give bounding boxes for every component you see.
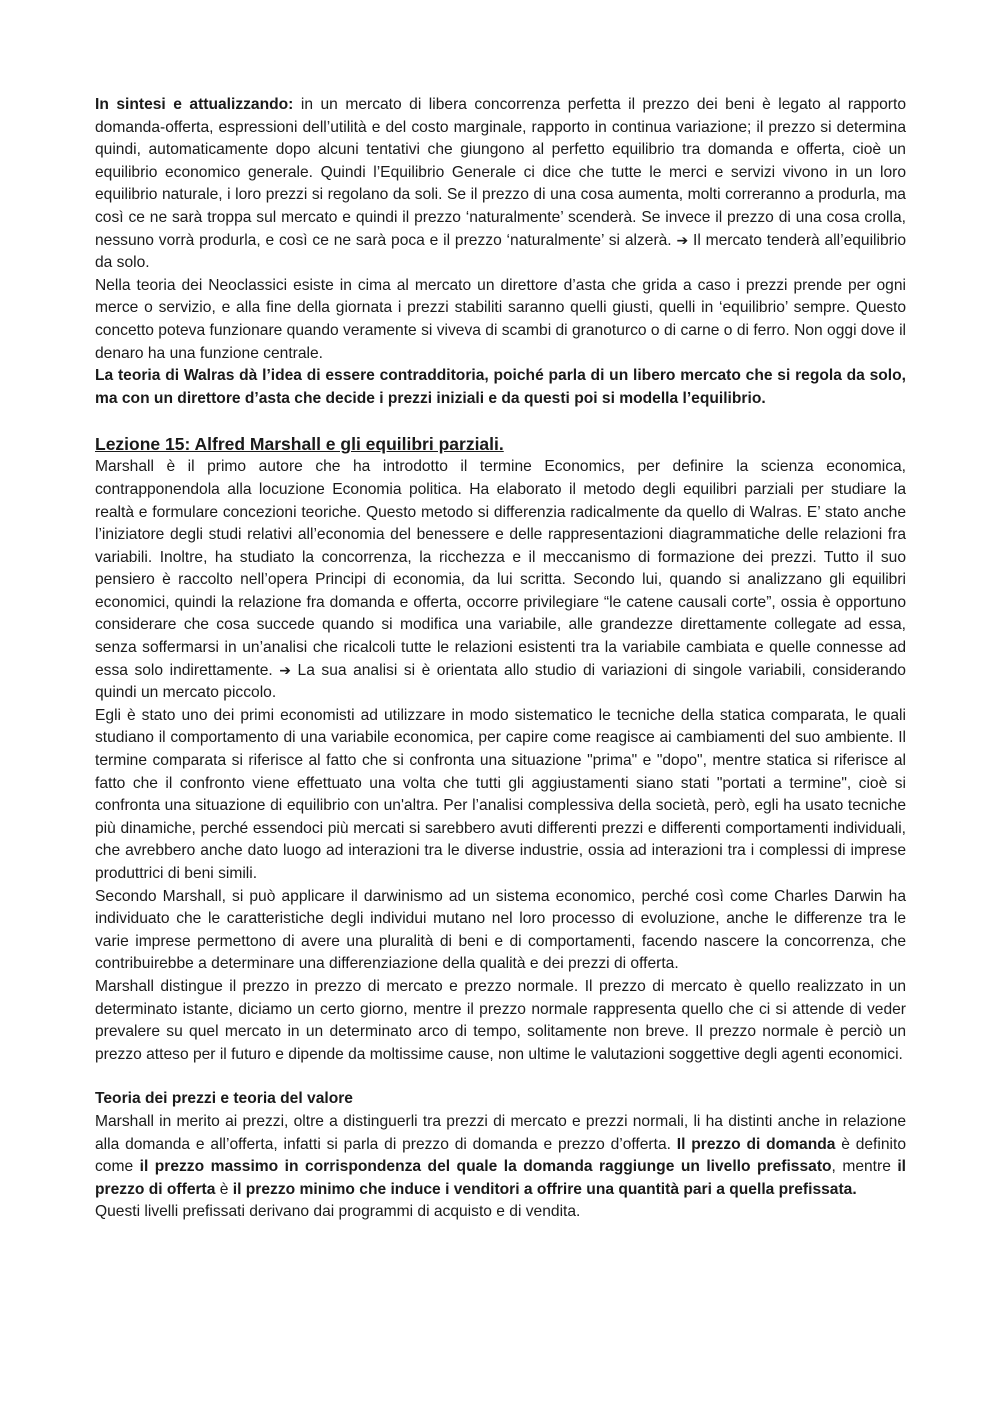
summary-text: in un mercato di libera concorrenza perfetta il prezzo dei beni è legato al rapporto domanda-offerta, espressioni dell’utilità e del costo marginale, rapporto in continua variazione; il prezzo si determina quindi, automaticamente dopo alcuni tentativi che giungono al perfetto equilibrio tra domanda e offerta, cioè un equilibrio economico generale. Quindi l’Equilibrio Generale ci dice che tutte le merci e servizi vivono in un loro equilibrio naturale, i loro prezzi si regolano da soli. Se il prezzo di una cosa aumenta, molti correranno a produrla, ma così ce ne sarà troppa sul mercato e quindi il prezzo ‘naturalmente’ scenderà. Se invece il prezzo di una cosa crolla, nessuno vorrà produrla, e così ce ne sarà poca e il prezzo ‘naturalmente’ si alzerà.: [95, 96, 906, 249]
marshall-intro-text: Marshall è il primo autore che ha introdotto il termine Economics, per definire la scienza economica, contrapponendola alla locuzione Economia politica. Ha elaborato il metodo degli equilibri parziali per studiare la realtà e formulare concezioni teoriche. Questo metodo si differenzia radicalmente da quello di Walras. E’ stato anche l’iniziatore degli studi relativi all’economia del benessere e delle rappresentazioni diagrammatiche delle relazioni fra variabili. Inoltre, ha studiato la concorrenza, la ricchezza e il meccanismo di formazione dei prezzi. Tutto il suo pensiero è raccolto nell’opera Principi di economia, da lui scritta. Secondo lui, quando si analizzano gli equilibri economici, quindi la relazione fra domanda e offerta, occorre privilegiare “le catene causali corte”, ossia è opportuno considerare che cosa succede quando si modifica una variabile, alle grandezze direttamente collegate ad essa, senza soffermarsi in un’analisi che ricalcoli tutte le relazioni esistenti tra la variabile cambiata e quelle connesse ad essa solo indirettamente.: [95, 458, 906, 679]
text-run: è definito come: [95, 1135, 906, 1176]
paragraph-neoclassici: Nella teoria dei Neoclassici esiste in cima al mercato un direttore d’asta che grida a caso i prezzi prende per ogni merce o servizio, e alla fine della giornata i prezzi stabiliti saranno quelli giusti, quelli in ‘equilibrio’ sempre. Questo concetto poteva funzionare quando veramente si viveva di scambi di granoturco o di carne o di ferro. Non oggi dove il denaro ha una funzione centrale.: [95, 276, 906, 362]
text-run: Marshall in merito ai prezzi, oltre a distinguerli tra prezzi di mercato e prezzi normali, li ha distinti anche in relazione alla domanda e all’offerta, infatti si parla di prezzo di domanda e prezzo d’offerta.: [95, 1112, 906, 1153]
text-run: è: [215, 1180, 233, 1198]
section-title: Teoria dei prezzi e teoria del valore: [95, 1090, 353, 1108]
arrow-icon: ➔: [676, 232, 689, 249]
paragraph-livelli-prefissati: Questi livelli prefissati derivano dai programmi di acquisto e di vendita.: [95, 1203, 581, 1221]
paragraph-prezzi-domanda-offerta: [95, 1111, 906, 1201]
marshall-intro-conclusion: La sua analisi si è orientata allo studio di variazioni di singole variabili, considerando quindi un mercato piccolo.: [95, 661, 906, 702]
spacer: [95, 1066, 906, 1088]
paragraph-prezzo-normale: Marshall distingue il prezzo in prezzo di mercato e prezzo normale. Il prezzo di mercato è quello realizzato in un determinato istante, diciamo un certo giorno, mentre il prezzo normale rappresenta quello che ci si attende di veder prevalere su quel mercato in un determinato arco di tempo, solitamente non breve. Il prezzo normale è perciò un prezzo atteso per il futuro e dipende da moltissime cause, non ultime le valutazioni soggettive degli agenti economici.: [95, 977, 906, 1063]
lesson-title: Lezione 15: Alfred Marshall e gli equilibri parziali.: [95, 434, 504, 455]
paragraph-marshall-intro: [95, 456, 906, 705]
bold-run: il prezzo massimo in corrispondenza del quale la domanda raggiunge un livello prefissato: [139, 1158, 832, 1176]
walras-statement: La teoria di Walras dà l’idea di essere contradditoria, poiché parla di un libero mercato che si regola da solo, ma con un direttore d’asta che decide i prezzi iniziali e da questi poi si modella l’equilibrio.: [95, 367, 906, 407]
spacer: [95, 410, 906, 432]
summary-lead: In sintesi e attualizzando:: [95, 96, 294, 113]
arrow-icon: ➔: [279, 662, 292, 679]
bold-run: il prezzo minimo che induce i venditori a offrire una quantità pari a quella prefissata.: [232, 1180, 857, 1198]
document-page: [95, 94, 906, 1224]
summary-conclusion: Il mercato tenderà all’equilibrio da solo.: [95, 231, 906, 272]
bold-run: il prezzo di offerta: [95, 1158, 907, 1198]
paragraph-darwinismo: Secondo Marshall, si può applicare il darwinismo ad un sistema economico, perché così come Charles Darwin ha individuato che le caratteristiche degli individui mutano nel loro processo di evoluzione, anche le differenze tra le varie imprese permettono di avere una pluralità di beni e di comportamenti, facendo nascere la concorrenza, che contribuirebbe a determinare una differenziazione della qualità e dei prezzi di offerta.: [95, 887, 906, 973]
paragraph-walras-bold: [95, 365, 906, 410]
bold-run: Il prezzo di domanda: [676, 1135, 836, 1153]
text-run: , mentre: [831, 1158, 898, 1176]
paragraph-summary: [95, 94, 906, 275]
paragraph-statica-comparata: Egli è stato uno dei primi economisti ad utilizzare in modo sistematico le tecniche della statica comparata, le quali studiano il comportamento di una variabile economica, per capire come reagisce ai cambiamenti del suo ambiente. Il termine comparata si riferisce al fatto che si confronta una situazione "prima" e "dopo", mentre statica si riferisce al fatto che il confronto viene effettuato una volta che tutti gli aggiustamenti siano stati "portati a termine", cioè si confronta una situazione di equilibrio con un'altra. Per l’analisi complessiva della società, però, egli ha usato tecniche più dinamiche, perché essendoci più mercati si sarebbero avuti differenti prezzi e differenti comportamenti individuali, che avrebbero anche dato luogo ad interazioni tra le diverse industrie, ossia ad interazioni tra i complessi di imprese produttrici di beni simili.: [95, 706, 906, 882]
